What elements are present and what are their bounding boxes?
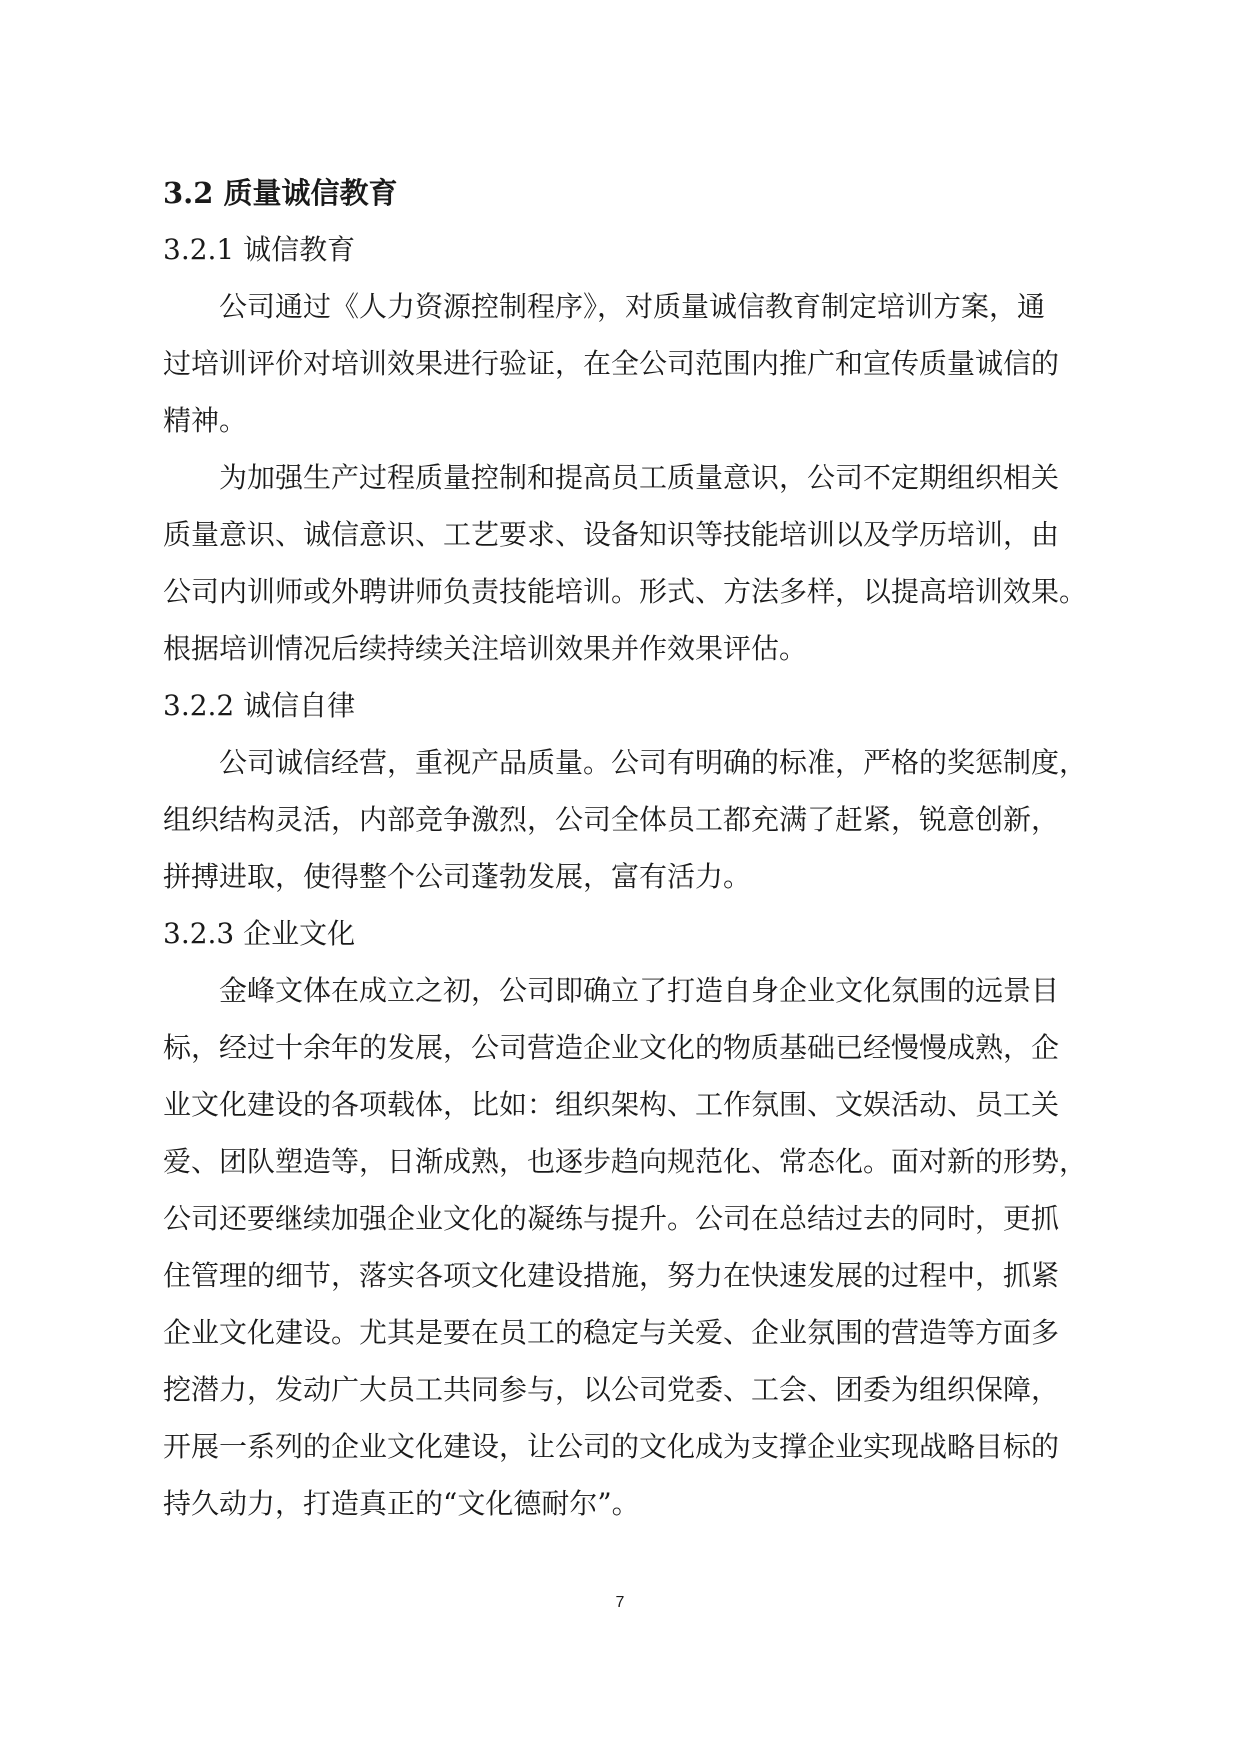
paragraph-line: 精神。 (163, 404, 248, 437)
paragraph-line: 为加强生产过程质量控制和提高员工质量意识，公司不定期组织相关 (219, 461, 1060, 494)
paragraph-line: 企业文化建设。尤其是要在员工的稳定与关爱、企业氛围的营造等方面多 (163, 1316, 1060, 1349)
paragraph-line: 根据培训情况后续持续关注培训效果并作效果评估。 (163, 632, 808, 665)
paragraph-line: 拼搏进取，使得整个公司蓬勃发展，富有活力。 (163, 860, 752, 893)
page-number: 7 (615, 1594, 625, 1611)
subsection-title-integrity-education: 3.2.1 诚信教育 (163, 233, 356, 266)
paragraph (163, 278, 1093, 449)
paragraph-line: 住管理的细节，落实各项文化建设措施，努力在快速发展的过程中，抓紧 (163, 1259, 1060, 1292)
paragraph-line: 公司通过《人力资源控制程序》，对质量诚信教育制定培训方案，通 (219, 290, 1046, 323)
section-title: 3.2 质量诚信教育 (163, 176, 398, 210)
paragraph-line: 质量意识、诚信意识、工艺要求、设备知识等技能培训以及学历培训，由 (163, 518, 1060, 551)
paragraph-line: 持久动力，打造真正的“文化德耐尔”。 (163, 1487, 640, 1520)
paragraph-line: 标，经过十余年的发展，公司营造企业文化的物质基础已经慢慢成熟，企 (163, 1031, 1060, 1064)
paragraph-line: 组织结构灵活，内部竞争激烈，公司全体员工都充满了赶紧，锐意创新， (163, 803, 1060, 836)
paragraph-line: 公司内训师或外聘讲师负责技能培训。形式、方法多样，以提高培训效果。 (163, 575, 1088, 608)
paragraph-line: 公司诚信经营，重视产品质量。公司有明确的标准，严格的奖惩制度， (219, 746, 1088, 779)
paragraph (163, 962, 1093, 1532)
subsection-title-integrity-self-discipline: 3.2.2 诚信自律 (163, 689, 356, 722)
paragraph (163, 734, 1093, 905)
paragraph-line: 挖潜力，发动广大员工共同参与，以公司党委、工会、团委为组织保障， (163, 1373, 1060, 1406)
paragraph-line: 金峰文体在成立之初，公司即确立了打造自身企业文化氛围的远景目 (219, 974, 1060, 1007)
paragraph-line: 开展一系列的企业文化建设，让公司的文化成为支撑企业实现战略目标的 (163, 1430, 1060, 1463)
paragraph (163, 449, 1093, 677)
page-content (163, 165, 1093, 1532)
paragraph-line: 业文化建设的各项载体，比如：组织架构、工作氛围、文娱活动、员工关 (163, 1088, 1060, 1121)
paragraph-line: 公司还要继续加强企业文化的凝练与提升。公司在总结过去的同时，更抓 (163, 1202, 1060, 1235)
subsection-title-corporate-culture: 3.2.3 企业文化 (163, 917, 356, 950)
paragraph-line: 过培训评价对培训效果进行验证，在全公司范围内推广和宣传质量诚信的 (163, 347, 1060, 380)
paragraph-line: 爱、团队塑造等，日渐成熟，也逐步趋向规范化、常态化。面对新的形势， (163, 1145, 1088, 1178)
